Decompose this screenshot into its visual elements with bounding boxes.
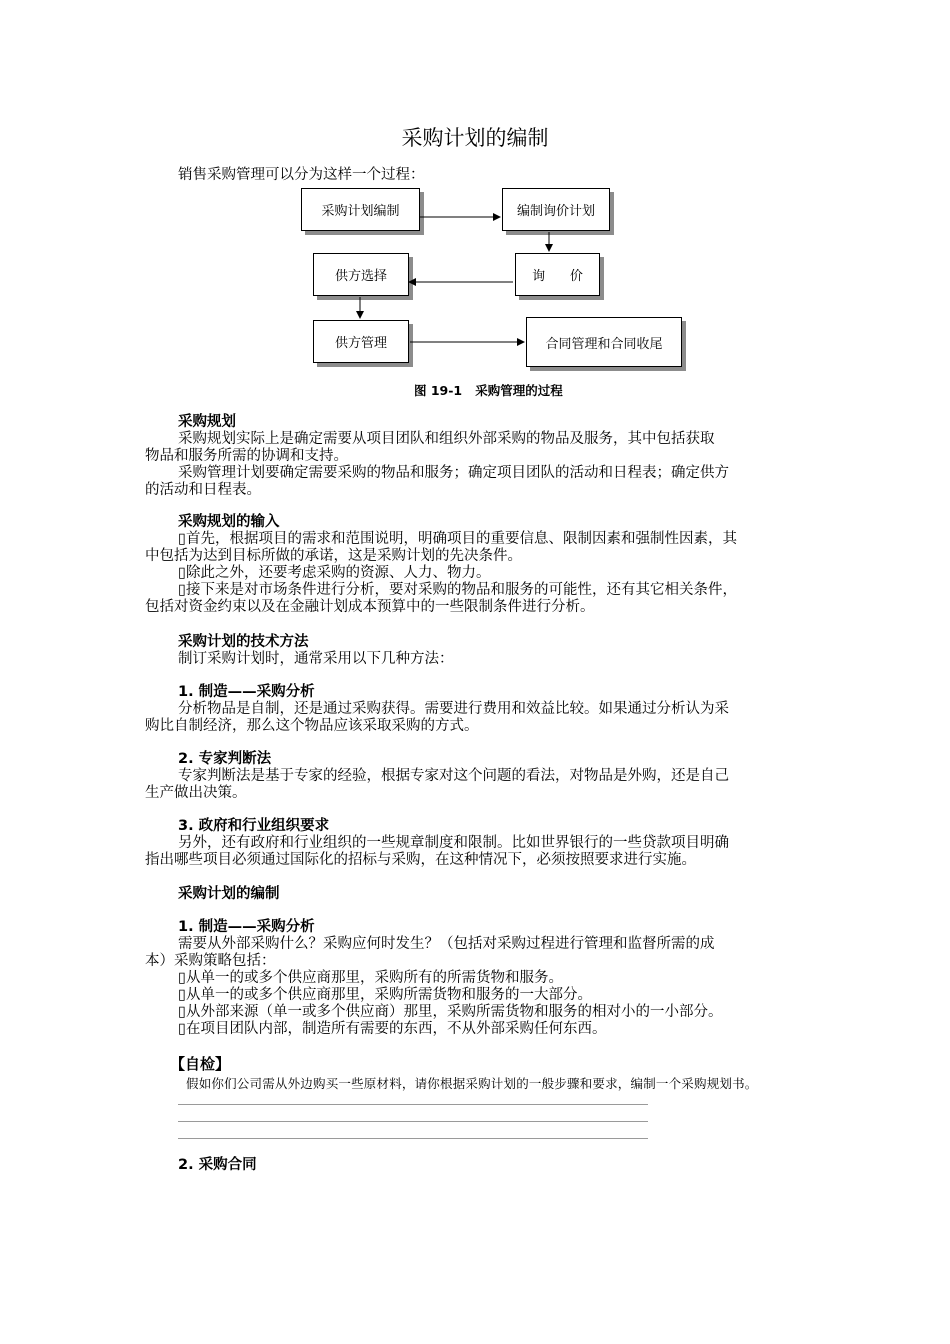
box-contract-management: 合同管理和合同收尾 [526,317,682,367]
box-supplier-selection: 供方选择 [313,253,409,296]
answer-line [178,1138,648,1139]
section-heading: 采购规划的输入 [178,514,280,530]
selfcheck-text: 假如你们公司需从外边购买一些原材料，请你根据采购计划的一般步骤和要求，编制一个采购规划书。 [186,1076,758,1091]
paragraph-line: 中包括为达到目标所做的承诺，这是采购计划的先决条件。 [145,548,522,564]
paragraph-line: 的活动和日程表。 [145,482,261,498]
method-heading: 3. 政府和行业组织要求 [178,818,330,834]
paragraph-line: 需要从外部采购什么？采购应何时发生？（包括对采购过程进行管理和监督所需的成 [178,936,715,952]
paragraph-line: 制订采购计划时，通常采用以下几种方法： [178,651,454,667]
answer-line [178,1121,648,1122]
paragraph-line: 专家判断法是基于专家的经验，根据专家对这个问题的看法，对物品是外购，还是自己 [178,768,729,784]
paragraph-line: 购比自制经济，那么这个物品应该采取采购的方式。 [145,718,479,734]
paragraph-line: 生产做出决策。 [145,785,247,801]
selfcheck-heading: 【自检】 [170,1055,231,1073]
method-heading: 1. 制造——采购分析 [178,919,315,935]
box-solicitation-planning: 编制询价计划 [502,188,610,231]
paragraph-line: ▯首先，根据项目的需求和范围说明，明确项目的重要信息、限制因素和强制性因素，其 [178,531,737,547]
paragraph-line: ▯接下来是对市场条件进行分析，要对采购的物品和服务的可能性，还有其它相关条件， [178,582,737,598]
paragraph-line: 指出哪些项目必须通过国际化的招标与采购，在这种情况下，必须按照要求进行实施。 [145,852,696,868]
list-item: ▯在项目团队内部，制造所有需要的东西，不从外部采购任何东西。 [178,1021,607,1037]
paragraph-line: 分析物品是自制，还是通过采购获得。需要进行费用和效益比较。如果通过分析认为采 [178,701,729,717]
box-procurement-planning: 采购计划编制 [301,188,420,231]
section-heading: 2. 采购合同 [178,1157,257,1173]
list-item: ▯从外部来源（单一或多个供应商）那里，采购所需货物和服务的相对小的一小部分。 [178,1004,723,1020]
diagram-arrows [0,0,950,400]
answer-line [178,1104,648,1105]
list-item: ▯从单一的或多个供应商那里，采购所有的所需货物和服务。 [178,970,563,986]
list-item: ▯从单一的或多个供应商那里，采购所需货物和服务的一大部分。 [178,987,592,1003]
method-heading: 2. 专家判断法 [178,751,272,767]
paragraph-line: 采购规划实际上是确定需要从项目团队和组织外部采购的物品及服务，其中包括获取 [178,431,715,447]
box-inquiry: 询 价 [515,253,600,296]
method-heading: 1. 制造——采购分析 [178,684,315,700]
box-supplier-management: 供方管理 [313,320,409,363]
paragraph-line: 另外，还有政府和行业组织的一些规章制度和限制。比如世界银行的一些贷款项目明确 [178,835,729,851]
figure-caption: 图 19-1 采购管理的过程 [414,383,563,398]
section-heading: 采购计划的技术方法 [178,634,309,650]
intro-text: 销售采购管理可以分为这样一个过程： [178,167,425,183]
section-heading: 采购计划的编制 [178,886,280,902]
paragraph-line: 物品和服务所需的协调和支持。 [145,448,348,464]
paragraph-line: 采购管理计划要确定需要采购的物品和服务；确定项目团队的活动和日程表；确定供方 [178,465,729,481]
paragraph-line: ▯除此之外，还要考虑采购的资源、人力、物力。 [178,565,491,581]
paragraph-line: 包括对资金约束以及在金融计划成本预算中的一些限制条件进行分析。 [145,599,595,615]
paragraph-line: 本）采购策略包括： [145,953,276,969]
page-title: 采购计划的编制 [401,126,549,150]
section-heading: 采购规划 [178,414,236,430]
